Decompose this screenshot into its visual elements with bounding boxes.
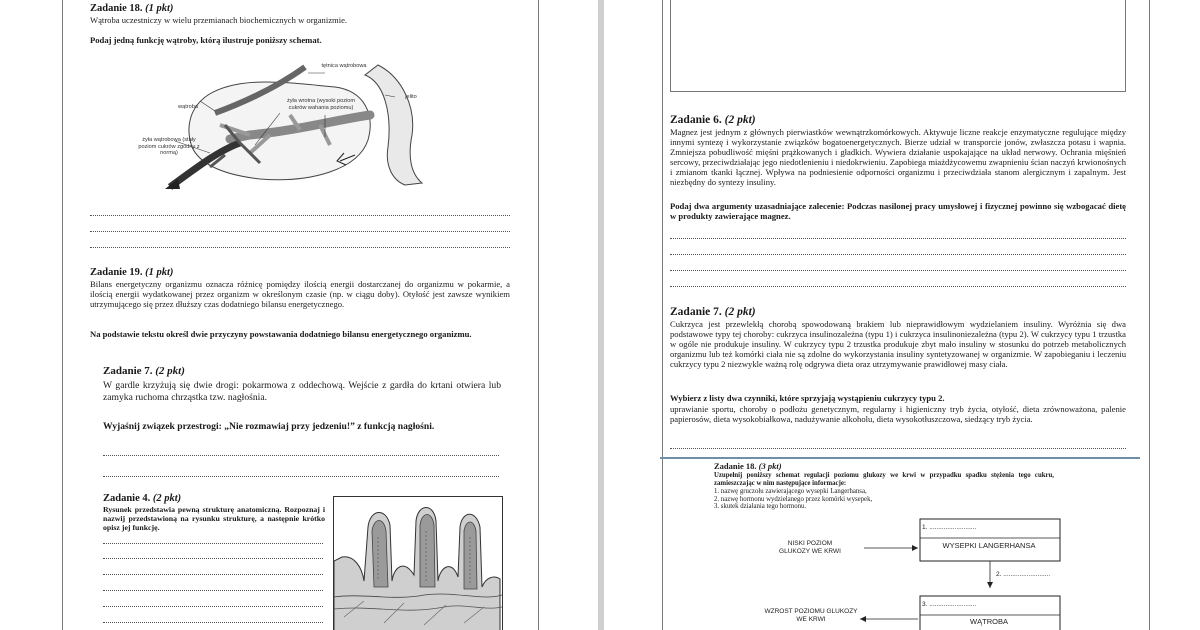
page-edge-left: [662, 0, 663, 630]
task7-heading: [103, 365, 185, 377]
task4-heading: [103, 493, 181, 505]
task18r-points: (3 pkt): [758, 461, 782, 471]
liver-circulation-diagram: [130, 55, 440, 190]
task19-points: (1 pkt): [145, 267, 174, 278]
answer-line[interactable]: [670, 448, 1126, 449]
intestinal-villi-illustration: [334, 497, 502, 630]
task18r-items: [714, 488, 1054, 511]
answer-line[interactable]: [103, 574, 323, 575]
answer-line[interactable]: [90, 231, 510, 232]
label-islets: WYSEPKI LANGERHANSA: [942, 541, 1036, 550]
answer-line[interactable]: [90, 215, 510, 216]
answer-line[interactable]: [670, 254, 1126, 255]
task6-heading: [670, 114, 756, 127]
task19-heading-text: Zadanie 19.: [90, 267, 143, 278]
task7r-heading: [670, 306, 756, 319]
task6-heading-text: Zadanie 6.: [670, 114, 722, 126]
page-edge-left: [62, 0, 63, 630]
task6-text: Magnez jest jednym z głównych pierwiastków wewnątrzkomórkowych. Aktywuje liczne reakcje enzymatyczne regulujące między innymi syntezę i wykorzystanie związków bogatoenergetycznych. Bierze udział w transporcie jonów, zwłaszcza potasu i wapnia. Zmniejsza pobudliwość mięśni prążkowanych i gładkich. Wywiera działanie uspokajające na układ nerwowy. Ochrania mięśnień sercowy, przeciwdziałając jego niedotlenieniu i niedokrwieniu. Zapobiega miażdżycowemu zwapnieniu ścian naczyń krwionośnych i zmianom tkanki łącznej. Wpływa na podniesienie odporności organizmu i przeciwdziała stanom alergicznym i zapalnym. Jest niezbędny do syntezy insuliny.: [670, 127, 1126, 187]
task7r-points: (2 pkt): [724, 306, 756, 318]
answer-line[interactable]: [103, 558, 323, 559]
task7-points: (2 pkt): [155, 365, 185, 377]
task6-points: (2 pkt): [724, 114, 756, 126]
label-liver: wątroba: [178, 104, 198, 110]
task18r-item: 1. nazwę gruczołu zawierającego wysepki Langerhansa,: [714, 488, 867, 495]
task19-text: Bilans energetyczny organizmu oznacza różnicę pomiędzy ilością energii dostarczanej do organizmu w pokarmie, a ilością energii wydatkowanej przez organizm w określonym czasie (np. w ciągu doby). Otyłość jest zawsze wynikiem utrzymującego się przez dłuższy czas dodatniego bilansu energetycznego.: [90, 279, 510, 309]
slot-1[interactable]: 1. ..........................: [922, 524, 977, 531]
task19-question: Na podstawie tekstu określ dwie przyczyny powstawania dodatniego bilansu energetycznego organizmu.: [90, 329, 472, 339]
task19-heading: [90, 267, 173, 279]
left-page: [0, 0, 598, 630]
task18-intro: Wątroba uczestniczy w wielu przemianach biochemicznych w organizmie.: [90, 15, 348, 25]
task7-text: W gardle krzyżują się dwie drogi: pokarmowa z oddechową. Wejście z gardła do krtani otwiera lub zamyka ruchoma chrząstka tzw. nagłośnia.: [103, 380, 501, 403]
page-edge-right: [538, 0, 539, 630]
task18r-item: 2. nazwę hormonu wydzielanego przez komórki wysepek,: [714, 495, 873, 503]
villi-figure-frame: [333, 496, 503, 630]
answer-line[interactable]: [670, 286, 1126, 287]
task7r-question: Wybierz z listy dwa czynniki, które sprzyjają wystąpieniu cukrzycy typu 2.: [670, 393, 945, 403]
answer-line[interactable]: [103, 606, 323, 607]
task7-question: Wyjaśnij związek przestrogi: „Nie rozmawiaj przy jedzeniu!” z funkcją nagłośni.: [103, 421, 435, 432]
task4-text: Rysunek przedstawia pewną strukturę anatomiczną. Rozpoznaj i nazwij przedstawioną na rysunku strukturę, a następnie krótko opisz jej funkcję.: [103, 505, 325, 532]
slot-3[interactable]: 3. ..........................: [922, 601, 977, 608]
label-portal-vein: żyła wrotna (wysoki poziom cukrów wahania poziomu): [286, 98, 356, 111]
label-hepatic-artery: tętnica wątrobowa: [321, 63, 367, 69]
page-edge-right: [1149, 0, 1150, 630]
answer-line[interactable]: [103, 543, 323, 544]
answer-line[interactable]: [103, 455, 499, 456]
task18r-heading: [714, 461, 782, 471]
task7r-heading-text: Zadanie 7.: [670, 306, 722, 318]
task6-question: Podaj dwa argumenty uzasadniające zalecenie: Podczas nasilonej pracy umysłowej i fizycznej powinno się wzbogacać dietę w produkty zawierające magnez.: [670, 201, 1126, 221]
task7r-text: Cukrzyca jest przewlekłą chorobą spowodowaną brakiem lub nieprawidłowym wydzielaniem insuliny. Wyróżnia się dwa podstawowe typy tej choroby: cukrzyca insulinozależna (typu 1) i cukrzyca insulinoniezależna (typu 2). W cukrzycy typu 1 trzustka w ogóle nie produkuje insuliny. W cukrzycy typu 2 trzustka produkuje zbyt mało insuliny w stosunku do potrzeb metabolicznych organizmu lub też komórki ciała nie są zdolne do wykorzystania insuliny syntetyzowanej w organizmie. W zapobieganiu i leczeniu cukrzycy typu 2 niezwykle ważną rolę odgrywa dieta oraz utrzymywanie prawidłowej masy ciała.: [670, 319, 1126, 369]
label-liver-box: WĄTROBA: [970, 617, 1008, 626]
task18-points: (1 pkt): [145, 3, 174, 14]
task7r-options: uprawianie sportu, choroby o podłożu genetycznym, regularny i higieniczny tryb życia, otyłość, dieta zrównoważona, palenie papierosów, dieta wysokobiałkowa, nadużywanie alkoholu, dieta wysokotłuszczowa, siedzący tryb życia.: [670, 404, 1126, 424]
task7-heading-text: Zadanie 7.: [103, 365, 153, 377]
task18r-item: 3. skutek działania tego hormonu.: [714, 503, 807, 511]
task18-heading: [90, 3, 173, 15]
task18-question: Podaj jedną funkcję wątroby, którą ilustruje poniższy schemat.: [90, 35, 322, 45]
label-hepatic-vein: żyła wątrobowa (stały poziom cukrów zgodny z normą): [138, 137, 200, 156]
answer-line[interactable]: [670, 238, 1126, 239]
task4-points: (2 pkt): [152, 493, 182, 504]
answer-line[interactable]: [103, 622, 323, 623]
answer-line[interactable]: [90, 247, 510, 248]
section-divider: [660, 457, 1140, 459]
answer-line[interactable]: [103, 590, 323, 591]
answer-line[interactable]: [103, 476, 499, 477]
task4-heading-text: Zadanie 4.: [103, 493, 151, 504]
label-rise-glucose: WZROST POZIOMU GLUKOZY WE KRWI: [764, 608, 858, 623]
label-low-glucose: NISKI POZIOM GLUKOZY WE KRWI: [779, 540, 841, 555]
task18-heading-text: Zadanie 18.: [90, 3, 143, 14]
task18r-instruction: Uzupełnij poniższy schemat regulacji poziomu glukozy we krwi w przypadku spadku stężenia tego cukru, zamieszczając w nim następujące informacje:: [714, 472, 1054, 487]
right-page: [604, 0, 1200, 630]
task18r-heading-text: Zadanie 18.: [714, 461, 757, 471]
label-intestine: jelito: [405, 94, 417, 100]
answer-box[interactable]: [670, 0, 1126, 92]
answer-line[interactable]: [670, 270, 1126, 271]
slot-2[interactable]: 2. ..........................: [996, 571, 1051, 578]
